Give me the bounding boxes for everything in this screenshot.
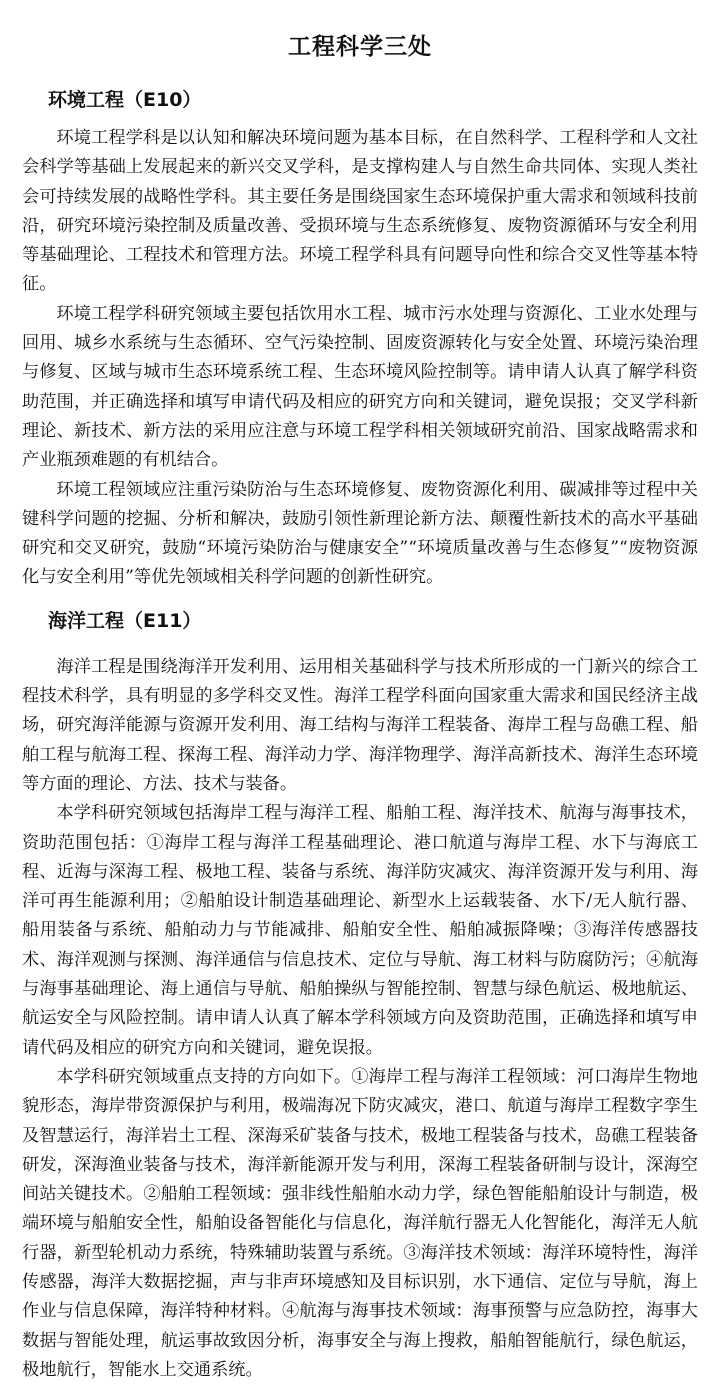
section-heading: 环境工程（E10） [48,89,202,111]
paragraph: 环境工程领域应注重污染防治与生态环境修复、废物资源化利用、碳减排等过程中关键科学问题的挖掘、分析和解决，鼓励引领性新理论新方法、颠覆性新技术的高水平基础研究和交叉研究，鼓励“环境污染防治与健康安全”“环境质量改善与生态修复”“废物资源化与安全利用”等优先领域相关科学问题的创新性研究。 [22,479,698,588]
paragraph: 环境工程学科是以认知和解决环境问题为基本目标，在自然科学、工程科学和人文社会科学等基础上发展起来的新兴交叉学科，是支撑构建人与自然生命共同体、实现人类社会可持续发展的战略性学科。其主要任务是围绕国家生态环境保护重大需求和领域科技前沿，研究环境污染控制及质量改善、受损环境与生态系统修复、废物资源循环与安全利用等基础理论、工程技术和管理方法。环境工程学科具有问题导向性和综合交叉性等基本特征。 [22,128,698,295]
section-ocean-engineering [22,607,698,1385]
section-heading: 海洋工程（E11） [48,609,202,632]
paragraph: 环境工程学科研究领域主要包括饮用水工程、城市污水处理与资源化、工业水处理与回用、城乡水系统与生态循环、空气污染控制、固废资源转化与安全处置、环境污染治理与修复、区域与城市生态环境系统工程、生态环境风险控制等。请申请人认真了解学科资助范围，并正确选择和填写申请代码及相应的研究方向和关键词，避免误报；交叉学科新理论、新技术、新方法的采用应注意与环境工程学科相关领域研究前沿、国家战略需求和产业瓶颈难题的有机结合。 [22,303,698,471]
document-page [22,0,698,1385]
section-environmental-engineering [22,86,698,593]
paragraph: 本学科研究领域重点支持的方向如下。①海岸工程与海洋工程领域：河口海岸生物地貌形态，海岸带资源保护与利用，极端海况下防灾减灾，港口、航道与海岸工程数字孪生及智慧运行，海洋岩土工程、深海采矿装备与技术，极地工程装备与技术，岛礁工程装备研发，深海渔业装备与技术，海洋新能源开发与利用，深海工程装备研制与设计，深海空间站关键技术。②船舶工程领域：强非线性船舶水动力学，绿色智能船舶设计与制造，极端环境与船舶安全性，船舶设备智能化与信息化，海洋航行器无人化智能化，海洋无人航行器，新型轮机动力系统，特殊辅助装置与系统。③海洋技术领域：海洋环境特性，海洋传感器，海洋大数据挖掘，声与非声环境感知及目标识别，水下通信、定位与导航，海上作业与信息保障，海洋特种材料。④航海与海事技术领域：海事预警与应急防控，海事大数据与智能处理，航运事故致因分析，海事安全与海上搜救，船舶智能航行，绿色航运，极地航行，智能水上交通系统。 [22,1066,698,1380]
paragraph: 海洋工程是围绕海洋开发利用、运用相关基础科学与技术所形成的一门新兴的综合工程技术科学，具有明显的多学科交叉性。海洋工程学科面向国家重大需求和国民经济主战场，研究海洋能源与资源开发利用、海工结构与海洋工程装备、海岸工程与岛礁工程、船舶工程与航海工程、探海工程、海洋动力学、海洋物理学、海洋高新技术、海洋生态环境等方面的理论、方法、技术与装备。 [22,656,698,794]
page-title: 工程科学三处 [288,34,432,60]
paragraph: 本学科研究领域包括海岸工程与海洋工程、船舶工程、海洋技术、航海与海事技术，资助范围包括：①海岸工程与海洋工程基础理论、港口航道与海岸工程、水下与海底工程、近海与深海工程、极地工程、装备与系统、海洋防灾减灾、海洋资源开发与利用、海洋可再生能源利用；②船舶设计制造基础理论、新型水上运载装备、水下/无人航行器、船用装备与系统、船舶动力与节能减排、船舶安全性、船舶减振降噪；③海洋传感器技术、海洋观测与探测、海洋通信与信息技术、定位与导航、海工材料与防腐防污；④航海与海事基础理论、海上通信与导航、船舶操纵与智能控制、智慧与绿色航运、极地航运、航运安全与风险控制。请申请人认真了解本学科领域方向及资助范围，正确选择和填写申请代码及相应的研究方向和关键词，避免误报。 [22,803,698,1058]
